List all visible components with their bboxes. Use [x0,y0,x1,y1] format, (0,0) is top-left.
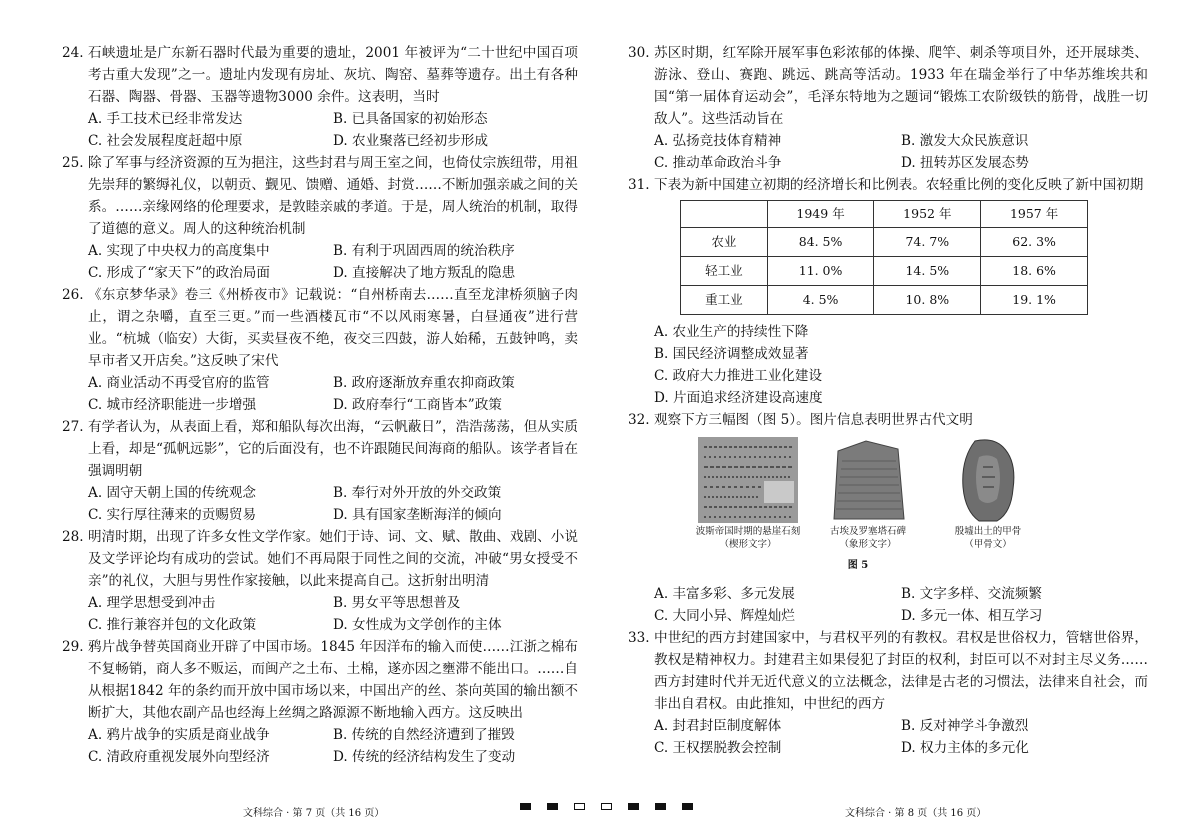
options-33 [628,715,1148,759]
figure-cuneiform [692,437,804,551]
table-header-row [681,201,1088,228]
question-25 [62,152,578,240]
mark [547,803,558,810]
table-cell: 1957 年 [981,201,1088,228]
table-cell: 62. 3% [981,228,1088,257]
option: D. 权力主体的多元化 [901,740,1029,756]
question-number: 32. [628,412,650,428]
option: B. 传统的自然经济遭到了摧毁 [333,727,515,743]
option: C. 形成了“家天下”的政治局面 [88,265,270,281]
right-column [628,42,1148,759]
mark [628,803,639,810]
mark [682,803,693,810]
options-25 [62,240,578,284]
question-26 [62,284,578,372]
option: A. 手工技术已经非常发达 [88,111,243,127]
question-28 [62,526,578,592]
table-cell: 轻工业 [681,257,768,286]
question-stem: 除了军事与经济资源的互为挹注，这些封君与周王室之间，也倚仗宗族纽带，用祖先崇拜的繁缛礼仪，以朝贡、觐见、馈赠、通婚、封赏……不断加强亲戚之间的关系。……亲缘网络的伦理要求，是敦睦亲戚的孝道。于是，周人统治的机制，取得了道德的意义。周人的这种统治机制 [88,155,578,237]
mark [655,803,666,810]
question-32 [628,409,1148,431]
option: D. 农业聚落已经初步形成 [333,133,488,149]
question-number: 28. [62,529,84,545]
table-row [681,286,1088,315]
option: B. 有利于巩固西周的统治秩序 [333,243,515,259]
question-stem: 有学者认为，从表面上看，郑和船队每次出海，“云帆蔽日”，浩浩荡荡，但从实质上看，却是“孤帆远影”，它的后面没有，也不许跟随民间海商的船队。该学者旨在强调明朝 [88,419,578,479]
question-stem: 苏区时期，红军除开展军事色彩浓郁的体操、爬竿、刺杀等项目外，还开展球类、游泳、登山、赛跑、跳远、跳高等活动。1933 年在瑞金举行了中华苏维埃共和国“第一届体育运动会”，毛泽东特地为之题词“锻炼工农阶级铁的筋骨，战胜一切敌人”。这些活动旨在 [654,45,1148,127]
option: D. 片面追求经济建设高速度 [654,390,823,406]
question-stem: 明清时期，出现了许多女性文学作家。她们于诗、词、文、赋、散曲、戏剧、小说及文学评论均有成功的尝试。她们不再局限于同性之间的交流，冲破“男女授受不亲”的礼仪，大胆与男性作家接触，以此来提高自己。这折射出明清 [88,529,578,589]
options-29 [62,724,578,768]
cuneiform-relief-image [698,437,798,523]
table-cell: 19. 1% [981,286,1088,315]
left-column [62,42,578,768]
oracle-bone-image [953,437,1023,523]
question-31 [628,174,1148,196]
figure-5 [688,437,1048,551]
question-number: 30. [628,45,650,61]
question-33 [628,627,1148,715]
question-29 [62,636,578,724]
table-row [681,257,1088,286]
option: A. 固守天朝上国的传统观念 [88,485,256,501]
options-24 [62,108,578,152]
table-cell: 10. 8% [874,286,981,315]
option: C. 推行兼容并包的文化政策 [88,617,257,633]
option: B. 奉行对外开放的外交政策 [333,485,502,501]
question-stem: 观察下方三幅图（图 5）。图片信息表明世界古代文明 [654,412,973,428]
page-marks [520,803,693,810]
option: A. 实现了中央权力的高度集中 [88,243,270,259]
option: D. 女性成为文学创作的主体 [333,617,502,633]
question-27 [62,416,578,482]
option: C. 社会发展程度赶超中原 [88,133,243,149]
option: A. 封君封臣制度解体 [654,718,782,734]
table-cell: 重工业 [681,286,768,315]
question-30 [628,42,1148,130]
economy-table [680,200,1088,315]
option: C. 实行厚往薄来的贡赐贸易 [88,507,257,523]
option: A. 商业活动不再受官府的监管 [88,375,270,391]
option: C. 大同小异、辉煌灿烂 [654,608,795,624]
mark [601,803,612,810]
figure-subcaption: （甲骨文） [964,539,1012,550]
option: B. 文字多样、交流频繁 [901,586,1042,602]
figure-caption: 古埃及罗塞塔石碑 [829,526,906,537]
option: B. 反对神学斗争激烈 [901,718,1029,734]
figure-subcaption: （楔形文字） [719,539,777,550]
option: A. 弘扬竞技体育精神 [654,133,782,149]
mark [574,803,585,810]
table-cell [681,201,768,228]
options-26 [62,372,578,416]
figure-rosetta [812,437,924,551]
rosetta-stone-image [828,437,908,523]
table-cell: 74. 7% [874,228,981,257]
option: C. 王权摆脱教会控制 [654,740,782,756]
question-number: 31. [628,177,650,193]
option: B. 激发大众民族意识 [901,133,1029,149]
table-row [681,228,1088,257]
option: C. 推动革命政治斗争 [654,155,782,171]
question-stem: 下表为新中国建立初期的经济增长和比例表。农轻重比例的变化反映了新中国初期 [654,177,1144,193]
option: B. 国民经济调整成效显著 [654,346,809,362]
options-27 [62,482,578,526]
option: C. 城市经济职能进一步增强 [88,397,257,413]
question-number: 33. [628,630,650,646]
option: C. 清政府重视发展外向型经济 [88,749,270,765]
options-30 [628,130,1148,174]
question-number: 24. [62,45,84,61]
mark [520,803,531,810]
options-28 [62,592,578,636]
question-stem: 《东京梦华录》卷三《州桥夜市》记载说：“自州桥南去……直至龙津桥须脑子肉止，谓之杂嚼，直至三更。”而一些酒楼瓦市“不以风雨寒暑，白昼通夜”进行营业。“杭城（临安）大街，买卖昼夜不绝，夜交三四鼓，游人始稀，五鼓钟鸣，卖早市者又开店矣。”这反映了宋代 [88,287,578,369]
option: A. 鸦片战争的实质是商业战争 [88,727,270,743]
figure-caption: 殷墟出土的甲骨 [954,526,1022,537]
question-stem: 中世纪的西方封建国家中，与君权平列的有教权。君权是世俗权力，管辖世俗界，教权是精神权力。封建君主如果侵犯了封臣的权利，封臣可以不对封主尽义务……西方封建时代并无近代意义的立法概念，法律是古老的习惯法，法律来自社会，而非出自君权。由此推知，中世纪的西方 [654,630,1148,712]
option: A. 农业生产的持续性下降 [654,324,809,340]
option: B. 政府逐渐放弃重农抑商政策 [333,375,515,391]
table-cell: 14. 5% [874,257,981,286]
table-cell: 11. 0% [767,257,874,286]
table-cell: 4. 5% [767,286,874,315]
table-cell: 1952 年 [874,201,981,228]
options-32 [628,583,1148,627]
option: D. 传统的经济结构发生了变动 [333,749,516,765]
table-cell: 84. 5% [767,228,874,257]
figure-label: 图 5 [847,560,869,571]
figure-subcaption: （象形文字） [839,539,897,550]
option: B. 男女平等思想普及 [333,595,461,611]
footer-left: 文科综合 · 第 7 页（共 16 页） [243,808,385,819]
table-cell: 1949 年 [767,201,874,228]
option: D. 扭转苏区发展态势 [901,155,1029,171]
option: D. 直接解决了地方叛乱的隐患 [333,265,516,281]
question-number: 26. [62,287,84,303]
option: D. 政府奉行“工商皆本”政策 [333,397,502,413]
options-31 [628,321,1148,409]
option: A. 丰富多彩、多元发展 [654,586,795,602]
table-cell: 18. 6% [981,257,1088,286]
footer-right: 文科综合 · 第 8 页（共 16 页） [845,808,987,819]
option: B. 已具备国家的初始形态 [333,111,488,127]
question-stem: 鸦片战争替英国商业开辟了中国市场。1845 年因洋布的输入而使……江浙之棉布不复畅销，商人多不贩运，而闽产之土布、土棉，遂亦因之壅滞不能出口。……自从根据1842 年的条约而开放中国市场以来，中国出产的丝、茶向英国的输出额不断扩大，其他农副产品也经海上丝绸之路源源不断地输入西方。这反映出 [88,639,578,721]
question-number: 29. [62,639,84,655]
option: D. 具有国家垄断海洋的倾向 [333,507,502,523]
option: C. 政府大力推进工业化建设 [654,368,823,384]
question-stem: 石峡遗址是广东新石器时代最为重要的遗址，2001 年被评为“二十世纪中国百项考古重大发现”之一。遗址内发现有房址、灰坑、陶窑、墓葬等遗存。出土有各种石器、陶器、骨器、玉器等遗物3000 余件。这表明，当时 [88,45,578,105]
question-24 [62,42,578,108]
table-cell: 农业 [681,228,768,257]
option: A. 理学思想受到冲击 [88,595,216,611]
figure-caption: 波斯帝国时期的悬崖石刻 [695,526,801,537]
question-number: 27. [62,419,84,435]
figure-oracle-bone [932,437,1044,551]
option: D. 多元一体、相互学习 [901,608,1043,624]
question-number: 25. [62,155,84,171]
